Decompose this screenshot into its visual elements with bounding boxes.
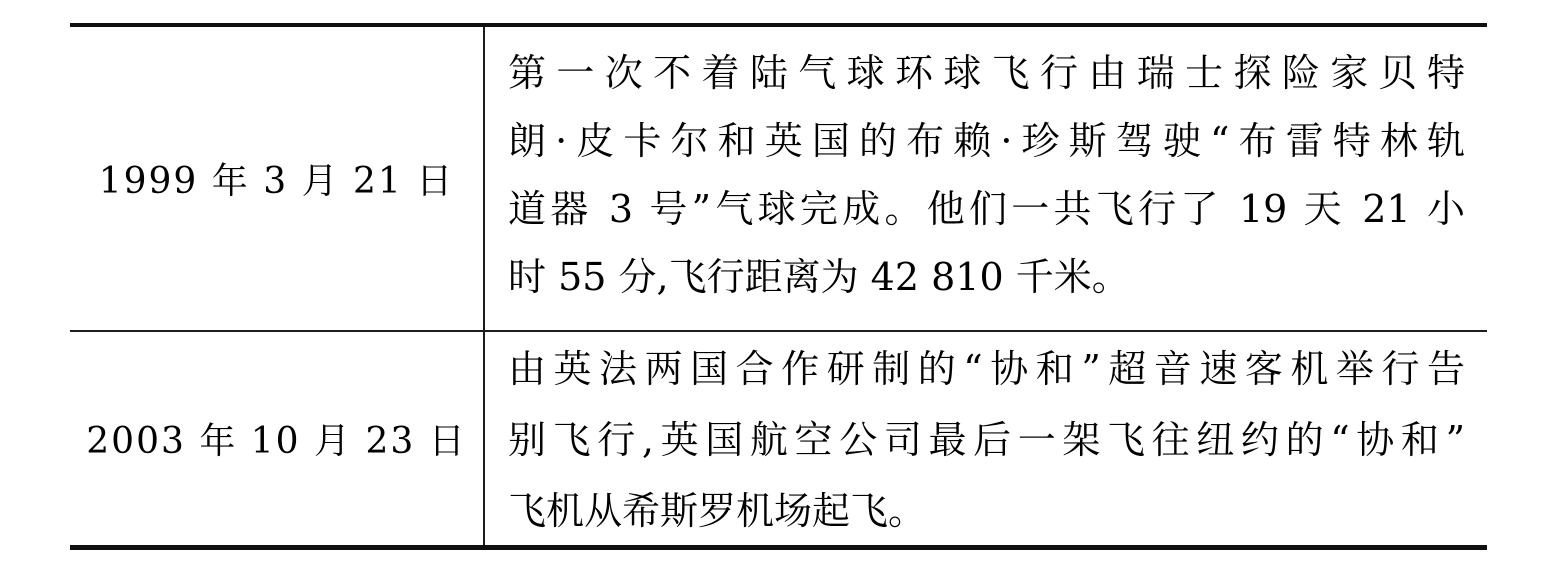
date-text: 1999 年 3 月 21 日: [98, 161, 455, 202]
date-cell: [70, 332, 483, 545]
description-line: 道器 3 号”气球完成。他们一共飞行了 19 天 21 小: [508, 187, 1465, 231]
aviation-history-table: [70, 23, 1487, 550]
table-row: [70, 27, 1487, 332]
table-row: [70, 332, 1487, 545]
date-text: 2003 年 10 月 23 日: [86, 421, 467, 462]
description-line: 由英法两国合作研制的“协和”超音速客机举行告: [508, 347, 1465, 391]
description-line: 飞机从希斯罗机场起飞。: [508, 489, 927, 533]
description-line: 时 55 分,飞行距离为 42 810 千米。: [508, 255, 1130, 299]
description-cell: [483, 27, 1487, 330]
description-line: 别飞行,英国航空公司最后一架飞往纽约的“协和”: [508, 418, 1465, 462]
description-cell: [483, 332, 1487, 545]
date-cell: [70, 27, 483, 330]
description-line: 朗·皮卡尔和英国的布赖·珍斯驾驶“布雷特林轨: [508, 119, 1465, 163]
description-line: 第一次不着陆气球环球飞行由瑞士探险家贝特: [508, 51, 1465, 95]
